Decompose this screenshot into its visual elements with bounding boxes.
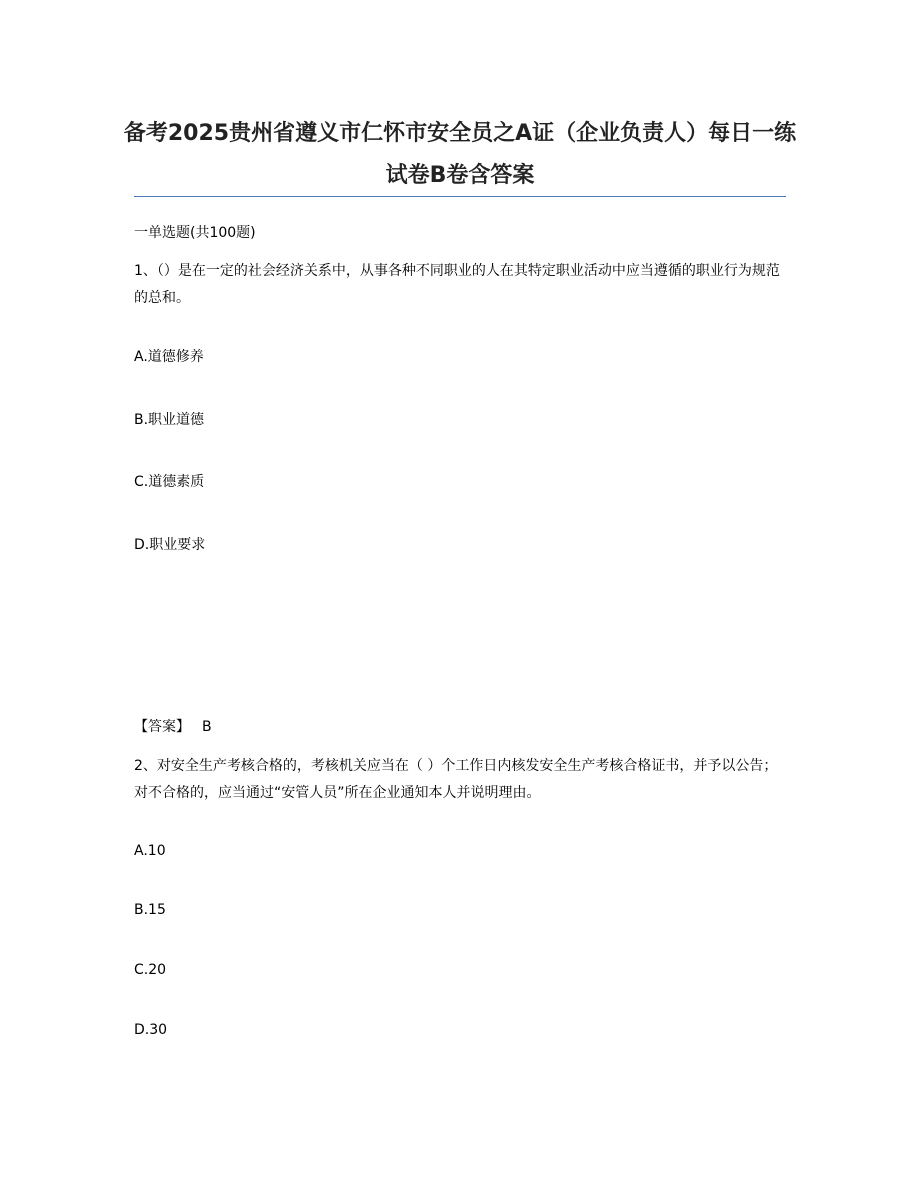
question-1-text: 1、（）是在一定的社会经济关系中，从事各种不同职业的人在其特定职业活动中应当遵循的职业行为规范的总和。 (134, 263, 780, 306)
question-2-option-c: C.20 (134, 962, 167, 978)
question-2-option-b: B.15 (134, 902, 166, 918)
question-1-answer (134, 716, 212, 738)
document-title: 备考2025贵州省遵义市仁怀市安全员之A证（企业负责人）每日一练试卷B卷含答案 (123, 121, 797, 188)
question-1-option-d: D.职业要求 (134, 537, 206, 553)
question-1-option-b: B.职业道德 (134, 412, 205, 428)
section-heading: 一单选题(共100题) (134, 225, 256, 241)
question-1-option-c: C.道德素质 (134, 474, 205, 490)
answer-label: 【答案】 (134, 719, 190, 735)
answer-value: B (202, 719, 212, 735)
question-2-option-d: D.30 (134, 1022, 168, 1038)
title-divider (134, 196, 786, 197)
question-2-text: 2、对安全生产考核合格的，考核机关应当在（ ）个工作日内核发安全生产考核合格证书，并予以公告；对不合格的，应当通过“安管人员”所在企业通知本人并说明理由。 (134, 758, 778, 801)
question-2-option-a: A.10 (134, 843, 166, 859)
question-1-option-a: A.道德修养 (134, 349, 204, 365)
